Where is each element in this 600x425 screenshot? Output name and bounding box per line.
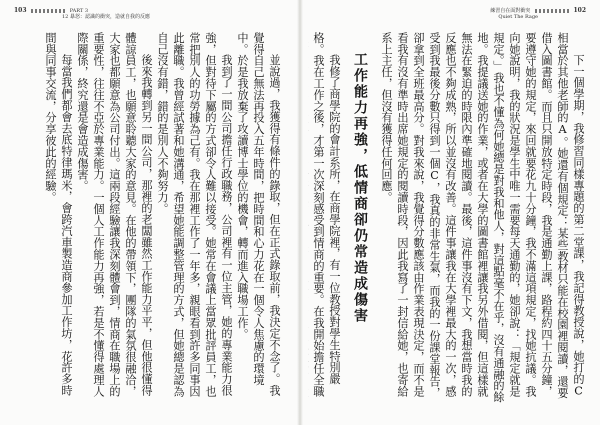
paragraph: 我到了一間公司擔任行政職務，公司裡有一位主管，她的專業能力很強，但對待下屬的方式卻令人難以接受。她常在會議上當眾批評員工，也常把別人的功勞據為己有。我在那裡工作了一年多，親眼看到許多同事因此離職。我曾經試著和她溝通，希望她能調整管理的方式，但她總是認為自己沒有錯，錯的是別人不夠努力。 bbox=[156, 32, 233, 397]
chapter-label: 12 暴怒：認識的衝突，造就自我的反應 bbox=[62, 14, 150, 20]
paragraph: 我修了商學院的會計系所，在商學院裡，有一位教授對學生特別嚴格。我在工作之後，才第一次深刻感受到情商的重要。在我開始擔任全職 bbox=[312, 32, 341, 397]
book-title-en: Quiet The Rage bbox=[498, 14, 538, 20]
header-ornament bbox=[31, 9, 65, 13]
right-page-number: 102 bbox=[573, 7, 586, 14]
right-page bbox=[300, 0, 600, 425]
part-label: PART 3 bbox=[69, 8, 89, 14]
header-ornament bbox=[535, 9, 569, 13]
book-title: 練習自在面對衝突 bbox=[490, 8, 531, 14]
right-page-header bbox=[406, 8, 586, 30]
paragraph: 後來我轉到另一間公司，那裡的老闆雖然工作能力平平，但他很懂得體諒員工，也願意聆聽大家的意見。在他的帶領下，團隊的氣氛很融洽，大家也都願意為公司付出。這兩段經驗讓我深刻體會到，情商在職場上的重要性，往往不亞於專業能力。一個人工作能力再強，若是不懂得處理人際關係，終究還是會造成傷害。 bbox=[76, 32, 153, 397]
paragraph: 並說過，我獲得有條件的錄取，但在正式錄取前，我決定不念了。我覺得自己無法再投入五年時間，把時間和心力花在一個令人焦慮的環境中。於是我放棄了攻讀博士學位的機會，轉而進入職場工作。 bbox=[236, 32, 281, 397]
right-body-text bbox=[308, 32, 586, 404]
left-page-number: 103 bbox=[14, 7, 27, 14]
paragraph: 每當我們都會去底特律瑪米，會跨汽車製造商參加工作坊，花許多時間與同事交流，分享彼此的經驗。 bbox=[44, 32, 73, 397]
left-body-text bbox=[20, 32, 282, 404]
paragraph: 下一個學期，我修習同樣專題的第二堂課，我記得教授說，她打的C相當於其他老師的A。她還有個規定：某些教材只能在校園裡閱讀，還要借入圖書館。而且只開放特定時段，我是通勤上課，路程約四十五分鐘，要遵守她的規定，來回就要花九十分鐘，我不滿這項規定，找她抗議。我向她說明，我的狀況是學生中唯一需要每天通勤的，她卻說：「規定就是規定。」我也不懂為何她總是對我和他人，對這點毫不在乎，沒有通融的餘地。我提議送她的作業，或者在大學的圖書館裡讓我另外借閱，但這樣就無法在緊迫的時限內準確地閱讀。最後，這件事沒有下文，我想當時我的反應也不夠成熟，所以並沒有改善。這件事讓我在大學裡最大的一次，感受到我最後分數只得到一個C，我真的非常生氣，而我的一份課堂報告，卻拿到全班最高分。對我來說，我覺得分數應該由作業表現決定，而不是看我有沒有準時出席她規定的閱讀時段，因此我寫了一封信給她，也寄給系上主任，但沒有獲得任何回應。 bbox=[380, 32, 585, 403]
left-page-header bbox=[14, 8, 194, 30]
section-heading: 工作能力再強，低情商卻仍常造成傷害 bbox=[352, 52, 368, 324]
